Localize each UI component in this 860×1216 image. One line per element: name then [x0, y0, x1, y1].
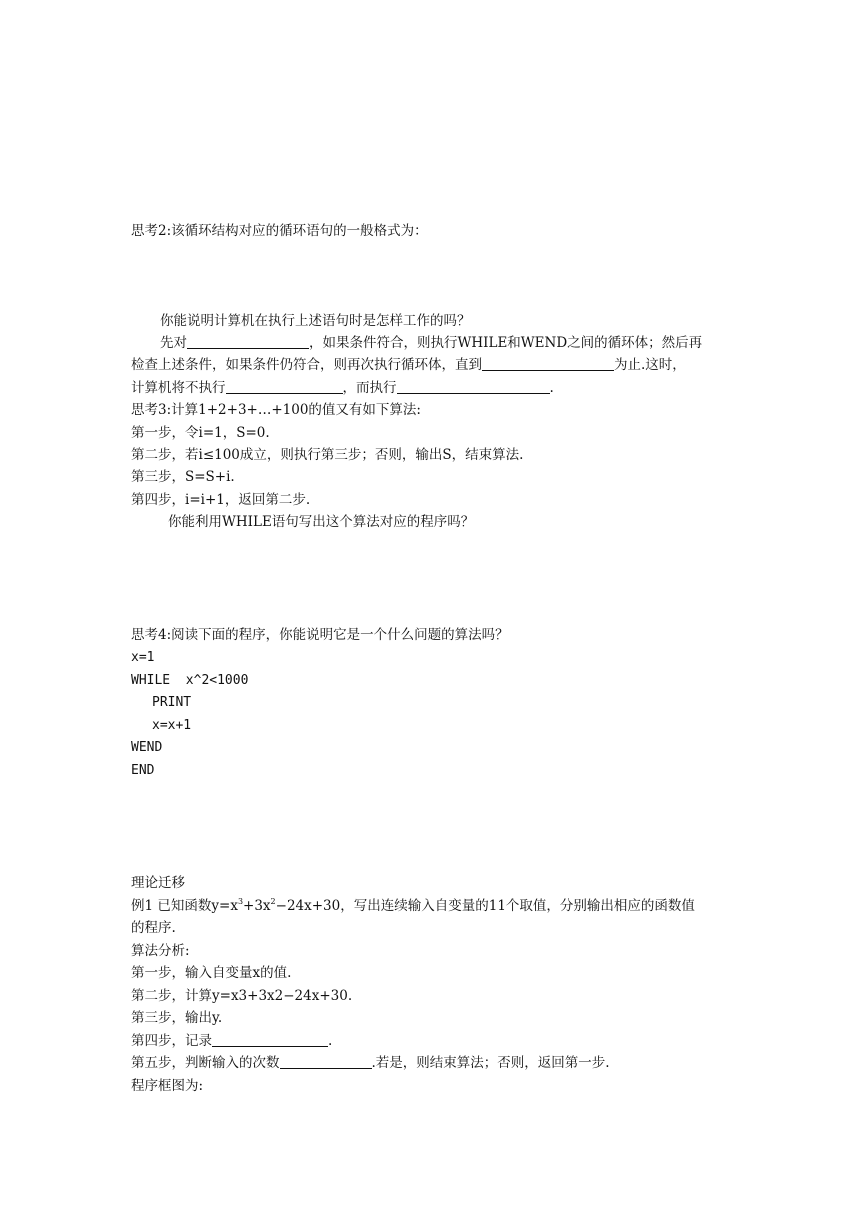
theory-step2: 第二步，计算y=x3+3x2−24x+30. [131, 988, 353, 1004]
think3-question: 你能利用WHILE语句写出这个算法对应的程序吗？ [168, 514, 475, 530]
theory-step4 [131, 1032, 332, 1050]
fill-blank[interactable] [212, 1032, 328, 1047]
explain-line-2 [131, 356, 686, 374]
fill-blank[interactable] [187, 334, 309, 349]
code-line: WHILE x^2<1000 [131, 673, 249, 688]
explain-text: 检查上述条件，如果条件仍符合，则再次执行循环体，直到 [131, 357, 482, 373]
explain-question: 你能说明计算机在执行上述语句时是怎样工作的吗？ [160, 313, 471, 329]
step-text: 第四步，记录 [131, 1033, 212, 1049]
example-text: −24x+30，写出连续输入自变量的11个取值，分别输出相应的函数值 [275, 898, 695, 914]
explain-text: 计算机将不执行 [131, 380, 226, 396]
fill-blank[interactable] [226, 379, 343, 394]
fill-blank[interactable] [482, 356, 614, 371]
theory-step3: 第三步，输出y. [131, 1010, 223, 1026]
fill-blank[interactable] [280, 1054, 372, 1069]
step-text: . [328, 1033, 333, 1049]
flowchart-label: 程序框图为: [131, 1078, 204, 1094]
fill-blank[interactable] [397, 379, 550, 394]
think3-step1: 第一步，令i=1，S=0. [131, 425, 270, 441]
example-text: 例1 已知函数y=x [131, 898, 238, 914]
explain-line-3 [131, 379, 554, 397]
step-text: .若是，则结束算法；否则，返回第一步. [371, 1055, 610, 1071]
code-line: PRINT [152, 695, 192, 710]
step-text: 第五步，判断输入的次数 [131, 1055, 280, 1071]
explain-text: ，而执行 [342, 380, 397, 396]
explain-line-1 [160, 334, 702, 352]
explain-text: 为止.这时， [614, 357, 686, 373]
think2-title: 思考2:该循环结构对应的循环语句的一般格式为： [131, 223, 428, 239]
explain-text: 先对 [160, 335, 187, 351]
superscript: 3 [237, 897, 244, 906]
theory-heading: 理论迁移 [131, 875, 185, 891]
think3-step2: 第二步，若i≤100成立，则执行第三步；否则，输出S，结束算法. [131, 447, 524, 463]
think3-step3: 第三步，S=S+i. [131, 469, 235, 485]
think3-title: 思考3:计算1+2+3+…+100的值又有如下算法: [131, 402, 421, 418]
example-line-2: 的程序. [131, 920, 176, 936]
theory-step5 [131, 1054, 610, 1072]
analysis-heading: 算法分析: [131, 943, 190, 959]
think3-step4: 第四步，i=i+1，返回第二步. [131, 492, 311, 508]
think4-title: 思考4:阅读下面的程序，你能说明它是一个什么问题的算法吗？ [131, 627, 509, 643]
code-line: END [131, 763, 155, 778]
explain-text: ，如果条件符合，则执行WHILE和WEND之间的循环体；然后再 [309, 335, 703, 351]
explain-text: . [549, 380, 554, 396]
code-line: x=x+1 [152, 718, 192, 733]
example-text: +3x [243, 898, 271, 914]
example-line-1 [131, 897, 695, 915]
superscript: 2 [270, 897, 276, 906]
theory-step1: 第一步，输入自变量x的值. [131, 965, 292, 981]
code-line: x=1 [131, 650, 155, 665]
code-line: WEND [131, 740, 163, 755]
